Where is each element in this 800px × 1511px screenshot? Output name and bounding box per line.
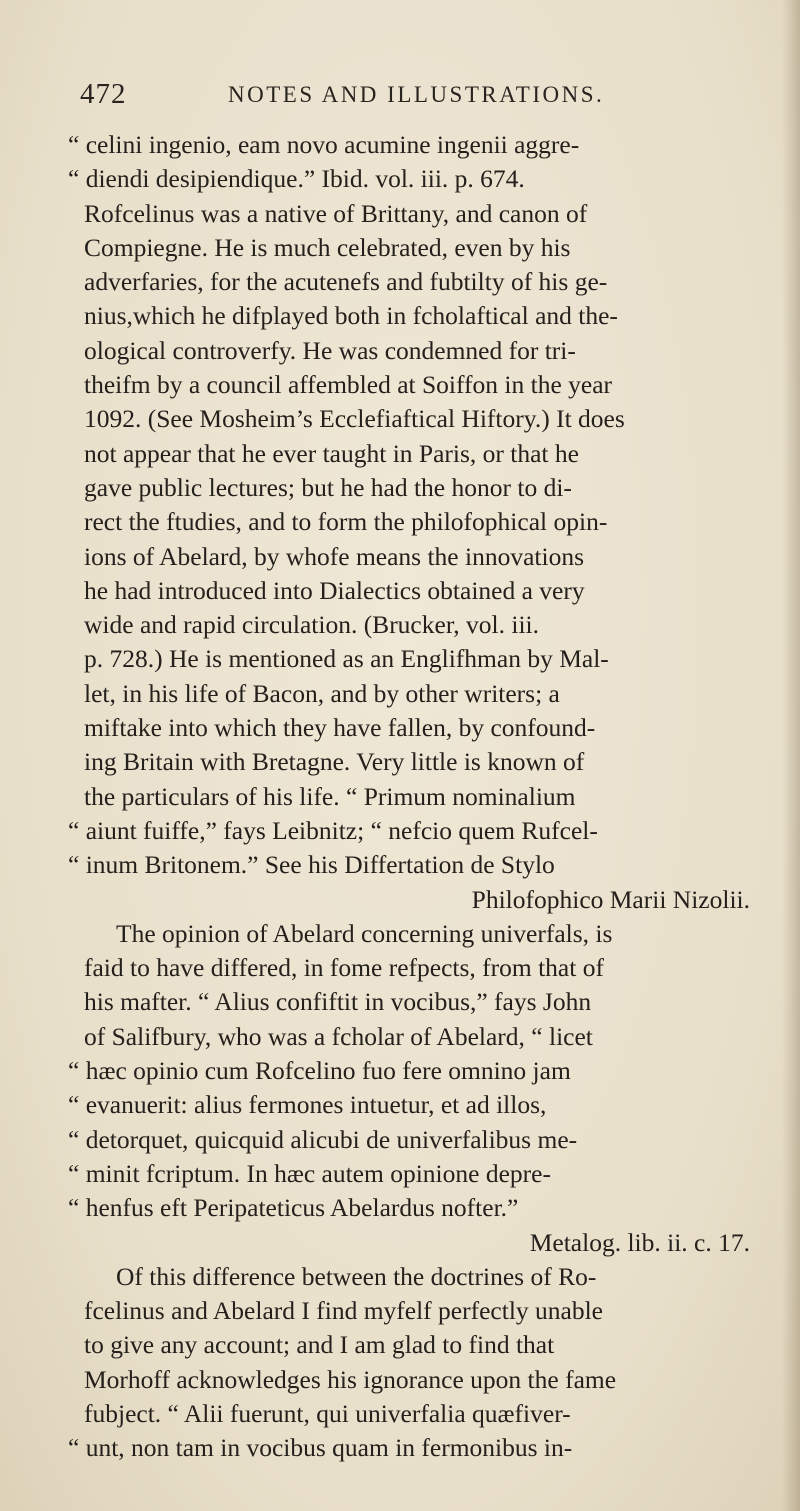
text-line: “ diendi desipiendique.” Ibid. vol. iii. p. 674. — [68, 164, 525, 194]
text-line: adverfaries, for the acutenefs and fubtilty of his ge- — [84, 267, 608, 297]
text-line: gave public lectures; but he had the honor to di- — [84, 472, 572, 502]
text-line: not appear that he ever taught in Paris, or that he — [84, 438, 579, 468]
text-line: of Salifbury, who was a fcholar of Abelard, “ licet — [84, 1021, 593, 1051]
text-line: “ minit fcriptum. In hæc autem opinione depre- — [68, 1158, 551, 1188]
text-line: “ celini ingenio, eam novo acumine ingenii aggre- — [68, 130, 580, 159]
text-line: rect the ftudies, and to form the philofophical opin- — [84, 507, 608, 537]
running-head: NOTES AND ILLUSTRATIONS. — [228, 82, 605, 107]
text-line: “ hæc opinio cum Rofcelino fuo fere omnino jam — [68, 1056, 571, 1086]
text-line: Of this difference between the doctrines of Ro- — [116, 1261, 597, 1291]
text-line: nius,which he difplayed both in fcholaftical and the- — [84, 301, 618, 331]
text-line: Morhoff acknowledges his ignorance upon the fame — [84, 1364, 617, 1394]
text-line: 1092. (See Mosheim’s Ecclefiaftical Hiftory.) It does — [84, 404, 625, 434]
text-line: Compiegne. He is much celebrated, even by his — [84, 232, 571, 262]
text-line: he had introduced into Dialectics obtained a very — [84, 575, 585, 605]
text-line: The opinion of Abelard concerning univerfals, is — [116, 918, 613, 948]
text-line: his mafter. “ Alius confiftit in vocibus,” fays John — [84, 987, 592, 1017]
text-line: let, in his life of Bacon, and by other writers; a — [84, 678, 560, 708]
text-line: ions of Abelard, by whofe means the innovations — [84, 541, 584, 571]
text-line: “ detorquet, quicquid alicubi de univerfalibus me- — [68, 1124, 578, 1154]
page-number: 472 — [80, 78, 127, 110]
text-line: fubject. “ Alii fuerunt, qui univerfalia quæfiver- — [84, 1398, 571, 1428]
text-line: “ inum Britonem.” See his Differtation de Stylo — [68, 850, 555, 880]
text-line: “ unt, non tam in vocibus quam in fermonibus in- — [68, 1433, 573, 1463]
text-line: miftake into which they have fallen, by confound- — [84, 713, 596, 743]
text-line: Metalog. lib. ii. c. 17. — [529, 1227, 750, 1257]
text-line: Rofcelinus was a native of Brittany, and canon of — [84, 198, 588, 228]
text-line: fcelinus and Abelard I find myfelf perfectly unable — [84, 1296, 604, 1326]
text-line: faid to have differed, in fome refpects, from that of — [84, 953, 604, 983]
text-line: ological controverfy. He was condemned for tri- — [84, 335, 576, 365]
text-line: p. 728.) He is mentioned as an Englifhman by Mal- — [84, 644, 609, 674]
page-header — [80, 78, 740, 114]
text-line: ing Britain with Bretagne. Very little is known of — [84, 747, 585, 777]
text-line: Philofophico Marii Nizolii. — [471, 884, 750, 914]
text-line: wide and rapid circulation. (Brucker, vol. iii. — [84, 610, 540, 640]
text-line: “ evanuerit: alius fermones intuetur, et ad illos, — [68, 1090, 547, 1120]
text-line: to give any account; and I am glad to find that — [84, 1330, 555, 1360]
page-edge-shadow — [782, 0, 800, 1511]
text-line: theifm by a council affembled at Soiffon in the year — [84, 370, 613, 400]
text-line: the particulars of his life. “ Primum nominalium — [84, 781, 576, 811]
text-line: “ henfus eft Peripateticus Abelardus nofter.” — [68, 1193, 519, 1223]
text-line: “ aiunt fuiffe,” fays Leibnitz; “ nefcio quem Rufcel- — [68, 815, 598, 845]
body-text — [68, 128, 768, 1466]
